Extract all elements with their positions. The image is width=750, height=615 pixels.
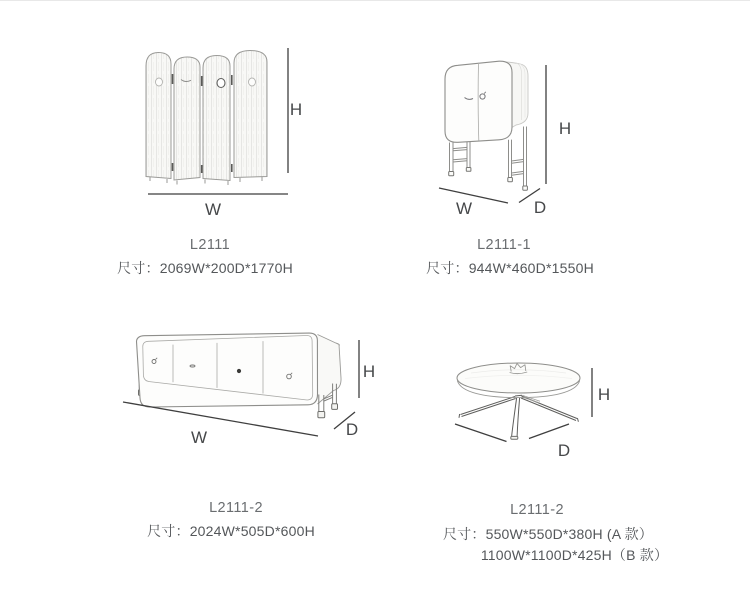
table-dim-d-label: D	[557, 441, 571, 460]
screen-dim-w-label: W	[204, 200, 222, 219]
tv-stand-size-label: 尺寸：2024W*505D*600H	[147, 523, 315, 539]
tv-stand-side	[318, 335, 342, 405]
screen-model-label: L2111	[189, 237, 231, 253]
cabinet-size-label: 尺寸：944W*460D*1550H	[426, 260, 594, 276]
tv-stand-sketch	[0, 308, 375, 615]
table-dim-h-label: H	[597, 385, 611, 404]
tv-stand-body	[137, 333, 318, 407]
table-size-label-b: 1100W*1100D*425H（B 款）	[480, 547, 669, 563]
product-cell-cabinet	[375, 0, 750, 308]
table-size-label-a: 尺寸：550W*550D*380H (A 款）	[442, 526, 653, 542]
product-cell-tv-stand	[0, 308, 375, 615]
screen-panels	[146, 51, 267, 181]
screen-dim-h-label: H	[289, 100, 303, 119]
screen-size-label: 尺寸：2069W*200D*1770H	[117, 260, 293, 276]
tv-stand-dim-h-label: H	[362, 362, 376, 381]
round-table-sketch	[375, 308, 750, 615]
cabinet-dim-d-label: D	[533, 198, 547, 217]
table-top	[457, 363, 580, 398]
cabinet-model-label: L2111-1	[477, 237, 531, 253]
product-cell-round-table	[375, 308, 750, 615]
cabinet-dim-w-label: W	[455, 199, 473, 218]
product-cell-screen	[0, 0, 375, 308]
tv-stand-dim-d-label: D	[345, 420, 359, 439]
tv-stand-model-label: L2111-2	[209, 500, 263, 516]
tv-stand-dim-w-label: W	[190, 428, 208, 447]
table-model-label: L2111-2	[510, 502, 564, 518]
table-legs	[459, 395, 578, 439]
cabinet-dim-h-label: H	[558, 119, 572, 138]
